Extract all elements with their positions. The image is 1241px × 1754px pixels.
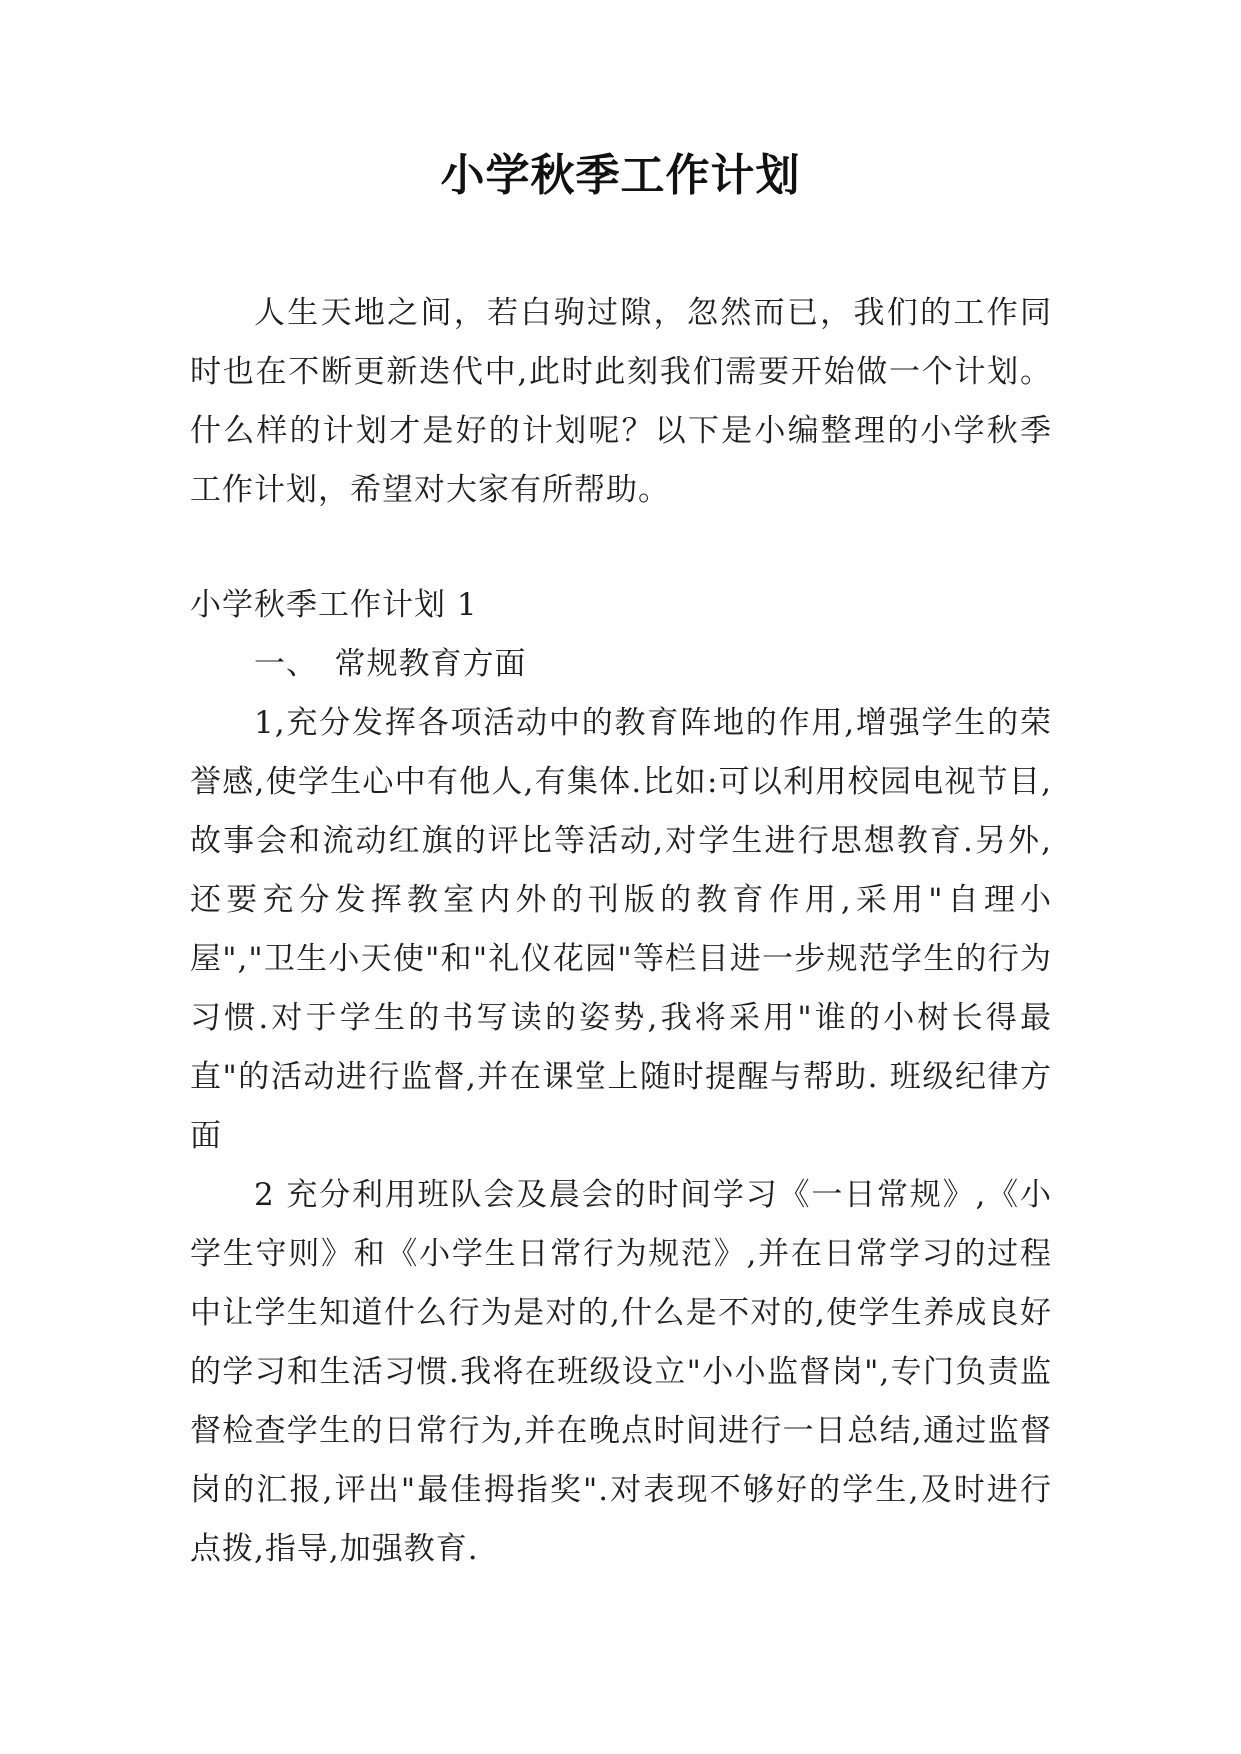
intro-paragraph: 人生天地之间，若白驹过隙，忽然而已，我们的工作同时也在不断更新迭代中,此时此刻我们需要开始做一个计划。什么样的计划才是好的计划呢？以下是小编整理的小学秋季工作计划，希望对大家有所帮助。: [190, 295, 1052, 508]
section-heading: 小学秋季工作计划 1: [190, 587, 478, 623]
paragraph-2: 2 充分利用班队会及晨会的时间学习《一日常规》,《小学生守则》和《小学生日常行为规范》,并在日常学习的过程中让学生知道什么行为是对的,什么是不对的,使学生养成良好的学习和生活习惯.我将在班级设立"小小监督岗",专门负责监督检查学生的日常行为,并在晚点时间进行一日总结,通过监督岗的汇报,评出"最佳拇指奖".对表现不够好的学生,及时进行点拨,指导,加强教育.: [190, 1177, 1052, 1567]
page-title: 小学秋季工作计划: [440, 150, 801, 201]
paragraph-1: 1,充分发挥各项活动中的教育阵地的作用,增强学生的荣誉感,使学生心中有他人,有集体.比如:可以利用校园电视节目,故事会和流动红旗的评比等活动,对学生进行思想教育.另外,还要充分发挥教室内外的刊版的教育作用,采用"自理小屋","卫生小天使"和"礼仪花园"等栏目进一步规范学生的行为习惯.对于学生的书写读的姿势,我将采用"谁的小树长得最直"的活动进行监督,并在课堂上随时提醒与帮助. 班级纪律方面: [190, 705, 1052, 1154]
subheading-routine-education: 一、 常规教育方面: [254, 646, 527, 682]
